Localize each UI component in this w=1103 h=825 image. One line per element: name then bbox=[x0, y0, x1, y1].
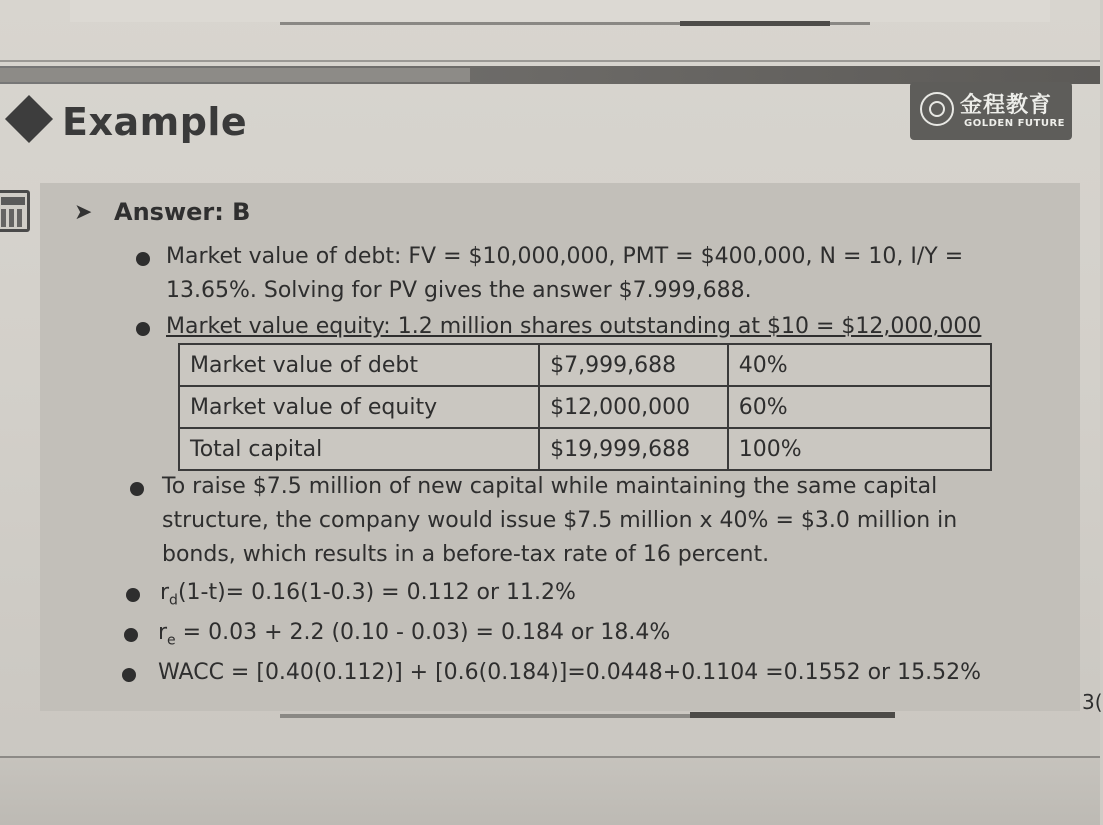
header-rule bbox=[0, 60, 1100, 62]
answer-heading: Answer: B bbox=[114, 198, 251, 226]
table-cell-value: $19,999,688 bbox=[539, 428, 728, 470]
table-cell-percent: 100% bbox=[728, 428, 991, 470]
bullet-dot-icon bbox=[126, 588, 140, 602]
bullet-dot-icon bbox=[130, 482, 144, 496]
raise-text-line1: To raise $7.5 million of new capital while maintaining the same capital bbox=[162, 474, 938, 499]
top-divider-accent bbox=[680, 21, 830, 26]
bullet-dot-icon bbox=[122, 668, 136, 682]
previous-page-remnant bbox=[70, 0, 1050, 22]
brand-logo bbox=[910, 82, 1072, 140]
bullet-dot-icon bbox=[124, 628, 138, 642]
capital-structure-table bbox=[178, 343, 992, 471]
debt-text-line2: 13.65%. Solving for PV gives the answer $7.999,688. bbox=[166, 278, 752, 303]
table-cell-percent: 40% bbox=[728, 344, 991, 386]
debt-text-line1: Market value of debt: FV = $10,000,000, PMT = $400,000, N = 10, I/Y = bbox=[166, 244, 964, 269]
table-cell-label: Market value of debt bbox=[179, 344, 539, 386]
table-cell-value: $12,000,000 bbox=[539, 386, 728, 428]
bullet-dot-icon bbox=[136, 252, 150, 266]
diamond-icon bbox=[5, 95, 53, 143]
cost-of-equity-formula: $r_e = 0.03 + 2.2$ (0.10 - 0.03) = 0.184 or 18.4% bbox=[158, 620, 671, 649]
table-cell-label: Total capital bbox=[179, 428, 539, 470]
page-bottom-area bbox=[0, 758, 1100, 825]
table-cell-value: $7,999,688 bbox=[539, 344, 728, 386]
arrow-bullet-icon: ➤ bbox=[74, 200, 93, 225]
table-row bbox=[179, 386, 991, 428]
wacc-formula: WACC = [0.40(0.112)] + [0.6(0.184)]=0.0448+0.1104 =0.1552 or 15.52% bbox=[158, 660, 981, 685]
calculator-icon bbox=[0, 190, 30, 232]
bottom-divider-accent bbox=[690, 712, 895, 718]
header-band-highlight bbox=[0, 68, 470, 82]
raise-text-line2: structure, the company would issue $7.5 million x 40% = $3.0 million in bbox=[162, 508, 958, 533]
table-cell-percent: 60% bbox=[728, 386, 991, 428]
logo-chinese-text: 金程教育 bbox=[960, 93, 1053, 118]
table-row bbox=[179, 344, 991, 386]
seal-icon bbox=[920, 92, 954, 126]
cost-of-debt-formula: $r_d(1-t)= 0.16(1-0.3) = 0.112$ or 11.2% bbox=[160, 580, 576, 609]
logo-english-text: GOLDEN FUTURE bbox=[964, 118, 1065, 129]
page-number: 3( bbox=[1082, 690, 1103, 714]
raise-text-line3: bonds, which results in a before-tax rate of 16 percent. bbox=[162, 542, 770, 567]
page-title: Example bbox=[62, 100, 248, 144]
equity-text: Market value equity: 1.2 million shares outstanding at $10 = $12,000,000 bbox=[166, 314, 982, 339]
bullet-dot-icon bbox=[136, 322, 150, 336]
table-row bbox=[179, 428, 991, 470]
table-cell-label: Market value of equity bbox=[179, 386, 539, 428]
